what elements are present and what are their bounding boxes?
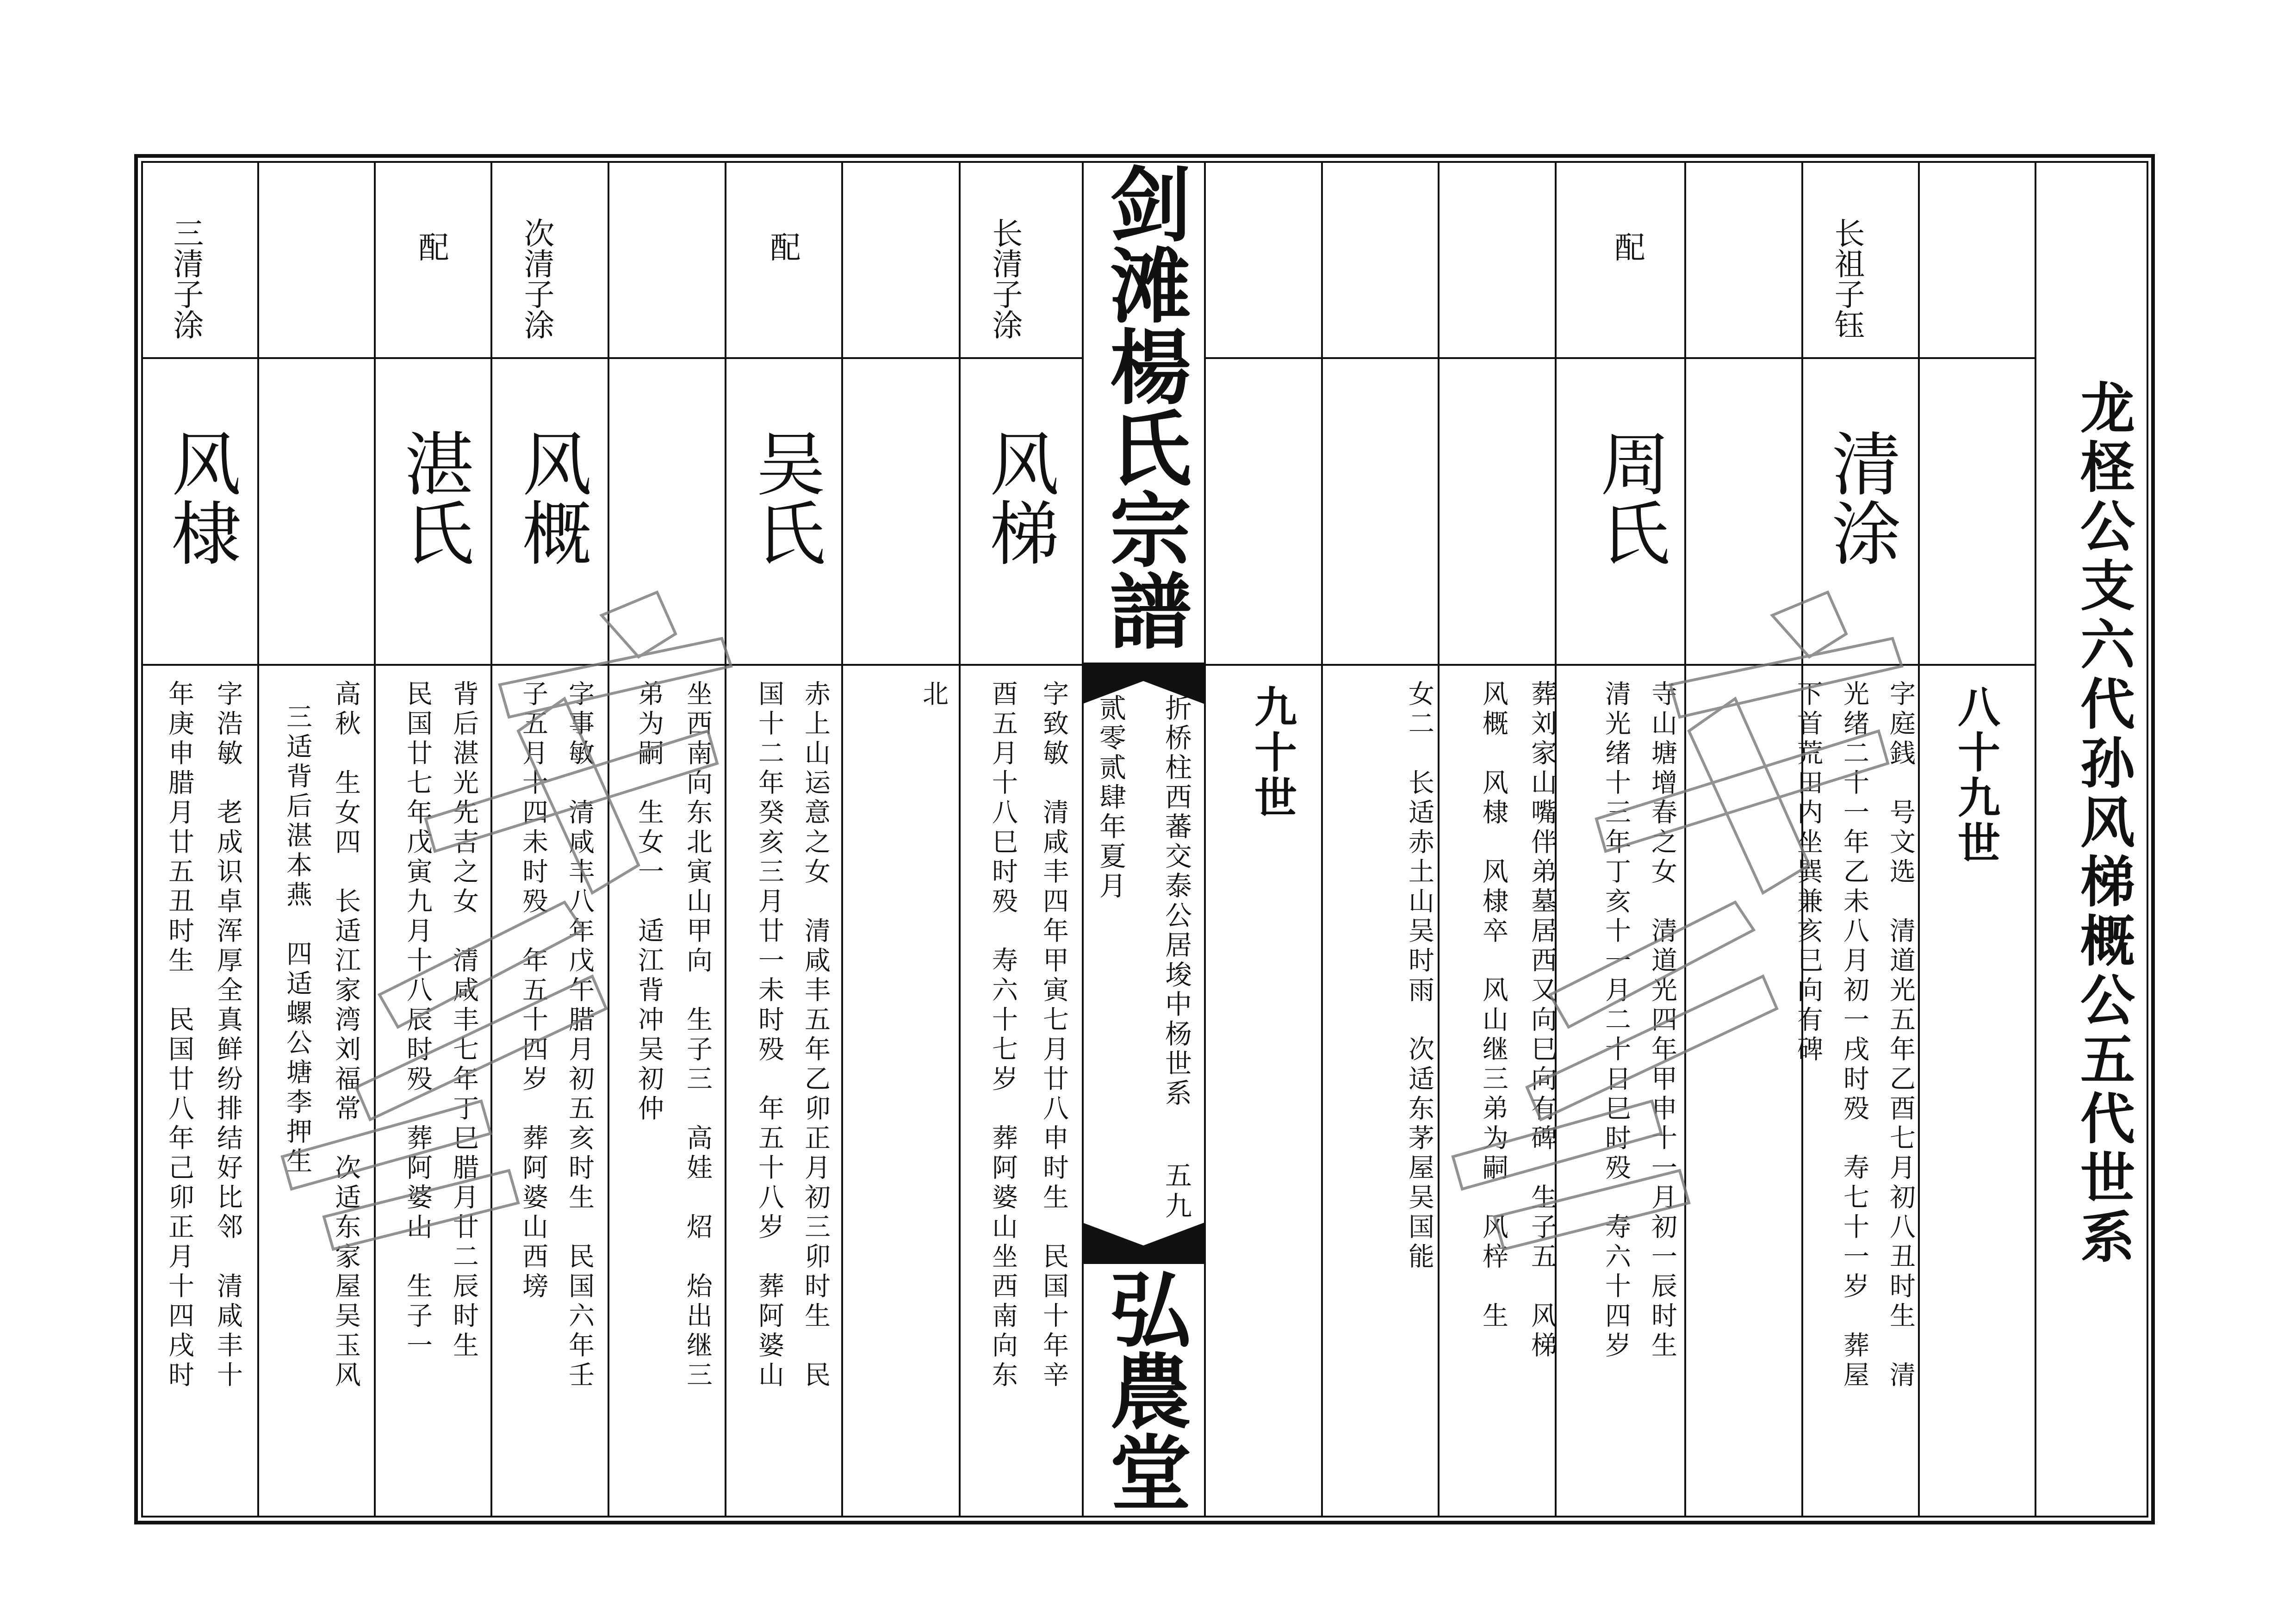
head-body-line-3: 下首荒田内坐巽兼亥巳向有碑 [1793,680,1823,1065]
generation-90: 九十世 [1247,685,1297,821]
son1-label: 长清子涂 [987,217,1023,340]
head-body-line-2: 光绪二十一年乙未八月初一戌时殁 寿七十一岁 葬屋 [1839,680,1869,1391]
son1-spouse-label: 配 [765,231,800,262]
col-rule [959,161,961,1518]
spouse-name: 周氏 [1589,428,1669,567]
spouse-body-line-3: 葬刘家山嘴伴弟墓居西又向巳向有碑 生子五 风梯 [1527,680,1557,1361]
head-label-text: 长祖子钰 [1829,217,1865,340]
son1-note: 北 [918,680,949,710]
son1-name: 风梯 [978,428,1058,567]
son1-spouse-body-line-2: 国十二年癸亥三月廿一未时殁 年五十八岁 葬阿婆山 [754,680,784,1391]
head-label [1829,217,1865,340]
section-title: 龙柽公支六代孙风梯概公五代世系 [2071,379,2135,1268]
head-body-line-1: 字庭銭 号文选 清道光五年乙酉七月初八丑时生 清 [1886,680,1916,1391]
son2-spouse-label: 配 [413,231,449,262]
col-rule [1321,161,1323,1518]
watermark-left [241,578,773,1295]
son2-body-line-1: 字事敏 清咸丰八年戊午腊月初五亥时生 民国六年壬 [565,680,595,1391]
son2-spouse-body-line-3: 高秋 生女四 长适江家湾刘福常 次适东家屋吴玉风 [331,680,361,1391]
son3-body-line-1: 字浩敏 老成识卓浑厚全真鲜纷排结好比邻 清咸丰十 [213,680,243,1391]
generation-89: 八十九世 [1951,685,2001,866]
spouse-label: 配 [1609,231,1645,262]
spouse-body-line-1: 寺山塘增春之女 清道光四年甲申十一月初一辰时生 [1647,680,1677,1361]
spouse-body-line-5: 女二 长适赤土山吴时雨 次适东茅屋吴国能 [1404,680,1434,1272]
watermark-right [1411,578,1943,1295]
banner-text-lineage: 折桥柱西蕃交泰公居埈中杨世系 [1160,694,1192,1109]
spouse-body-line-4: 风概 风棣 风棣卒 风山继三弟为嗣 风梓 生 [1478,680,1508,1332]
spouse-body-line-2: 清光绪十三年丁亥十一月二十日巳时殁 寿六十四岁 [1601,680,1631,1361]
son2-spouse-name: 湛氏 [392,428,473,567]
son3-label: 三清子涂 [168,217,204,340]
son1-body-line-2: 酉五月十八巳时殁 寿六十七岁 葬阿婆山坐西南向东 [988,680,1018,1391]
son3-body-line-2: 年庚申腊月廿五丑时生 民国廿八年己卯正月十四戌时 [164,680,194,1391]
son1-spouse-body-line-3: 坐西南向东北寅山甲向 生子三 高娃 炤 炲出继三 [683,680,713,1391]
hall-name: 弘農堂 [1096,1268,1192,1512]
son2-name: 风概 [510,428,591,567]
col-rule [841,161,843,1518]
son2-spouse-body-line-4: 三适背后湛本燕 四适螺公塘李押生 [282,703,312,1177]
son1-spouse-name: 吴氏 [744,428,825,567]
label-row-rule-left [141,357,1083,359]
page-number: 五九 [1160,1161,1192,1222]
son2-spouse-body-line-2: 民国廿七年戊寅九月十八辰时殁 葬阿婆山 生子一 [403,680,433,1361]
son2-body-line-2: 子五月十四未时殁 年五十四岁 葬阿婆山西塝 [518,680,548,1302]
son1-spouse-body-line-1: 赤上山运意之女 清咸丰五年乙卯正月初三卯时生 民 [800,680,831,1391]
label-row-rule-right [1204,357,2035,359]
son2-spouse-body-line-1: 背后湛光先吉之女 清咸丰七年丁巳腊月廿二辰时生 [449,680,479,1361]
col-rule [2035,161,2036,1518]
head-name: 清涂 [1820,428,1900,567]
son1-body-line-1: 字致敏 清咸丰四年甲寅七月廿八申时生 民国十年辛 [1039,680,1069,1391]
son1-spouse-body-line-4: 弟为嗣 生女一 适江背冲吴初仲 [634,680,664,1124]
book-title: 剑滩楊氏宗譜 [1096,162,1192,650]
son2-label: 次清子涂 [519,217,554,340]
banner-text-date: 贰零贰肆年夏月 [1095,694,1126,901]
son3-name: 风棣 [160,428,240,567]
